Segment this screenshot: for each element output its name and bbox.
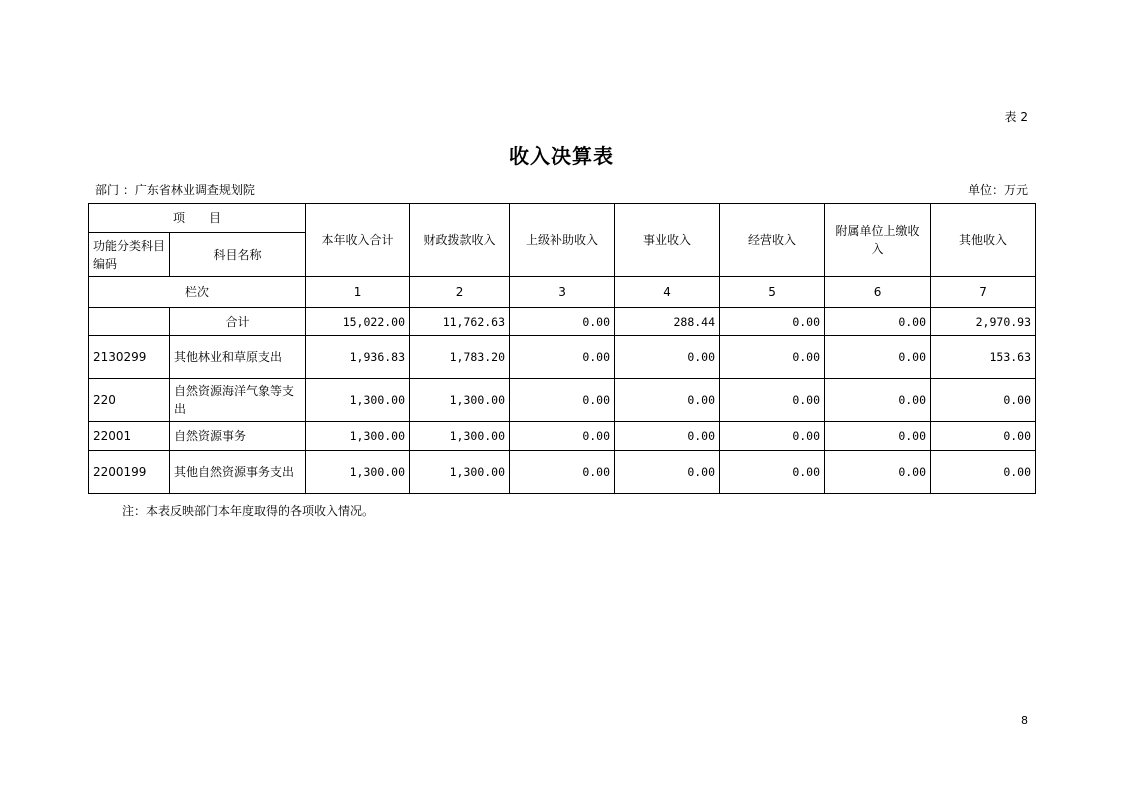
table-cell: 1,783.20 — [410, 336, 510, 379]
table-cell: 0.00 — [615, 336, 720, 379]
table-cell: 0.00 — [825, 451, 931, 494]
row-name: 其他自然资源事务支出 — [170, 451, 306, 494]
table-cell: 0.00 — [615, 451, 720, 494]
header-col-operating: 经营收入 — [720, 204, 825, 277]
table-cell: 1,300.00 — [306, 451, 410, 494]
col-index: 2 — [410, 277, 510, 308]
table-cell: 0.00 — [720, 308, 825, 336]
unit-label: 单位：万元 — [967, 183, 1028, 197]
table-row — [89, 379, 1036, 422]
header-subject-name: 科目名称 — [170, 233, 306, 277]
table-cell: 288.44 — [615, 308, 720, 336]
table-cell: 0.00 — [931, 422, 1036, 451]
table-cell: 0.00 — [720, 422, 825, 451]
table-cell: 15,022.00 — [306, 308, 410, 336]
total-row — [89, 308, 1036, 336]
table-number: 表 2 — [1004, 110, 1028, 124]
row-code: 2130299 — [89, 336, 170, 379]
table-cell: 0.00 — [510, 308, 615, 336]
table-cell: 0.00 — [931, 451, 1036, 494]
table-cell: 1,300.00 — [306, 379, 410, 422]
income-table — [88, 203, 1036, 494]
col-index: 6 — [825, 277, 931, 308]
header-func-code: 功能分类科目编码 — [89, 233, 170, 277]
page-title: 收入决算表 — [509, 144, 614, 168]
col-index-label: 栏次 — [89, 277, 306, 308]
table-cell: 0.00 — [825, 379, 931, 422]
table-row — [89, 336, 1036, 379]
header-col-business: 事业收入 — [615, 204, 720, 277]
col-index: 1 — [306, 277, 410, 308]
col-index: 3 — [510, 277, 615, 308]
table-cell: 0.00 — [825, 336, 931, 379]
table-note: 注：本表反映部门本年度取得的各项收入情况。 — [122, 504, 375, 518]
row-name: 自然资源海洋气象等支出 — [170, 379, 306, 422]
header-col-fiscal: 财政拨款收入 — [410, 204, 510, 277]
row-name: 其他林业和草原支出 — [170, 336, 306, 379]
row-code: 220 — [89, 379, 170, 422]
table-cell: 0.00 — [615, 422, 720, 451]
table-cell: 11,762.63 — [410, 308, 510, 336]
table-cell: 0.00 — [510, 336, 615, 379]
table-row — [89, 451, 1036, 494]
total-label: 合计 — [170, 308, 306, 336]
header-col-other: 其他收入 — [931, 204, 1036, 277]
table-row — [89, 422, 1036, 451]
col-index: 7 — [931, 277, 1036, 308]
table-cell: 0.00 — [720, 451, 825, 494]
col-index: 5 — [720, 277, 825, 308]
table-cell: 0.00 — [825, 308, 931, 336]
table-cell: 0.00 — [720, 379, 825, 422]
table-cell: 2,970.93 — [931, 308, 1036, 336]
row-code: 22001 — [89, 422, 170, 451]
col-index: 4 — [615, 277, 720, 308]
table-cell: 0.00 — [510, 451, 615, 494]
department-label: 部门 ：广东省林业调查规划院 — [95, 183, 255, 197]
table-cell: 1,300.00 — [410, 379, 510, 422]
header-item: 项 目 — [89, 204, 306, 233]
table-cell: 0.00 — [720, 336, 825, 379]
header-col-total: 本年收入合计 — [306, 204, 410, 277]
table-cell: 1,300.00 — [306, 422, 410, 451]
table-cell: 0.00 — [510, 422, 615, 451]
table-cell: 153.63 — [931, 336, 1036, 379]
header-col-superior: 上级补助收入 — [510, 204, 615, 277]
page-number: 8 — [1021, 714, 1028, 727]
table-cell: 0.00 — [825, 422, 931, 451]
table-cell: 0.00 — [615, 379, 720, 422]
row-code: 2200199 — [89, 451, 170, 494]
table-cell: 0.00 — [510, 379, 615, 422]
table-cell: 0.00 — [931, 379, 1036, 422]
table-cell: 1,936.83 — [306, 336, 410, 379]
total-code-cell — [89, 308, 170, 336]
table-cell: 1,300.00 — [410, 422, 510, 451]
row-name: 自然资源事务 — [170, 422, 306, 451]
table-cell: 1,300.00 — [410, 451, 510, 494]
header-col-affiliate: 附属单位上缴收入 — [825, 204, 931, 277]
